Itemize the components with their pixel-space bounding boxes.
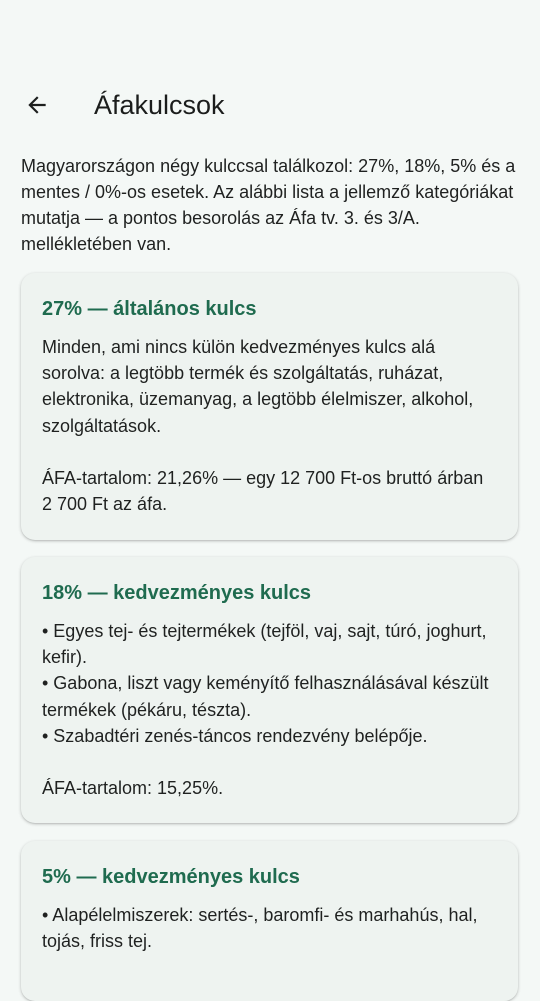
card-title: 18% — kedvezményes kulcs [42, 582, 312, 604]
card-body [42, 618, 497, 801]
vat-card-27 [21, 273, 518, 540]
list-item: • Szabadtéri zenés-táncos rendezvény belépője. [42, 725, 428, 746]
list-item: • Egyes tej- és tejtermékek (tejföl, vaj, sajt, túró, joghurt, kefir). [42, 621, 487, 668]
arrow-left-icon [24, 92, 50, 118]
vat-content: ÁFA-tartalom: 21,26% — egy 12 700 Ft-os bruttó árban 2 700 Ft az áfa. [42, 467, 484, 515]
card-title: 5% — kedvezményes kulcs [42, 866, 300, 888]
list-item: • Gabona, liszt vagy keményítő felhasználásával készült termékek (pékáru, tészta). [42, 673, 489, 720]
card-description: Minden, ami nincs külön kedvezményes kulcs alá sorolva: a legtöbb termék és szolgáltatás, ruházat, elektronika, üzemanyag, a legtöbb élelmiszer, alkohol, szolgáltatások. [42, 337, 474, 436]
vat-card-5 [21, 841, 518, 1001]
list-item: • Alapélelmiszerek: sertés-, baromfi- és marhahús, hal, tojás, friss tej. [42, 905, 478, 952]
intro-text: Magyarországon négy kulccsal találkozol: 27%, 18%, 5% és a mentes / 0%-os esetek. Az alábbi lista a jellemző kategóriákat mutatja — a pontos besorolás az Áfa tv. 3. és 3/A. mellékletében van. [21, 156, 516, 254]
back-button[interactable] [14, 82, 60, 128]
card-body [42, 334, 497, 517]
vat-card-18 [21, 557, 518, 823]
vat-content: ÁFA-tartalom: 15,25%. [42, 778, 224, 799]
spacer [42, 749, 497, 775]
card-title: 27% — általános kulcs [42, 298, 257, 320]
page-title: Áfakulcsok [94, 90, 225, 120]
app-bar [0, 70, 540, 140]
spacer [42, 439, 497, 465]
card-body [42, 902, 497, 954]
